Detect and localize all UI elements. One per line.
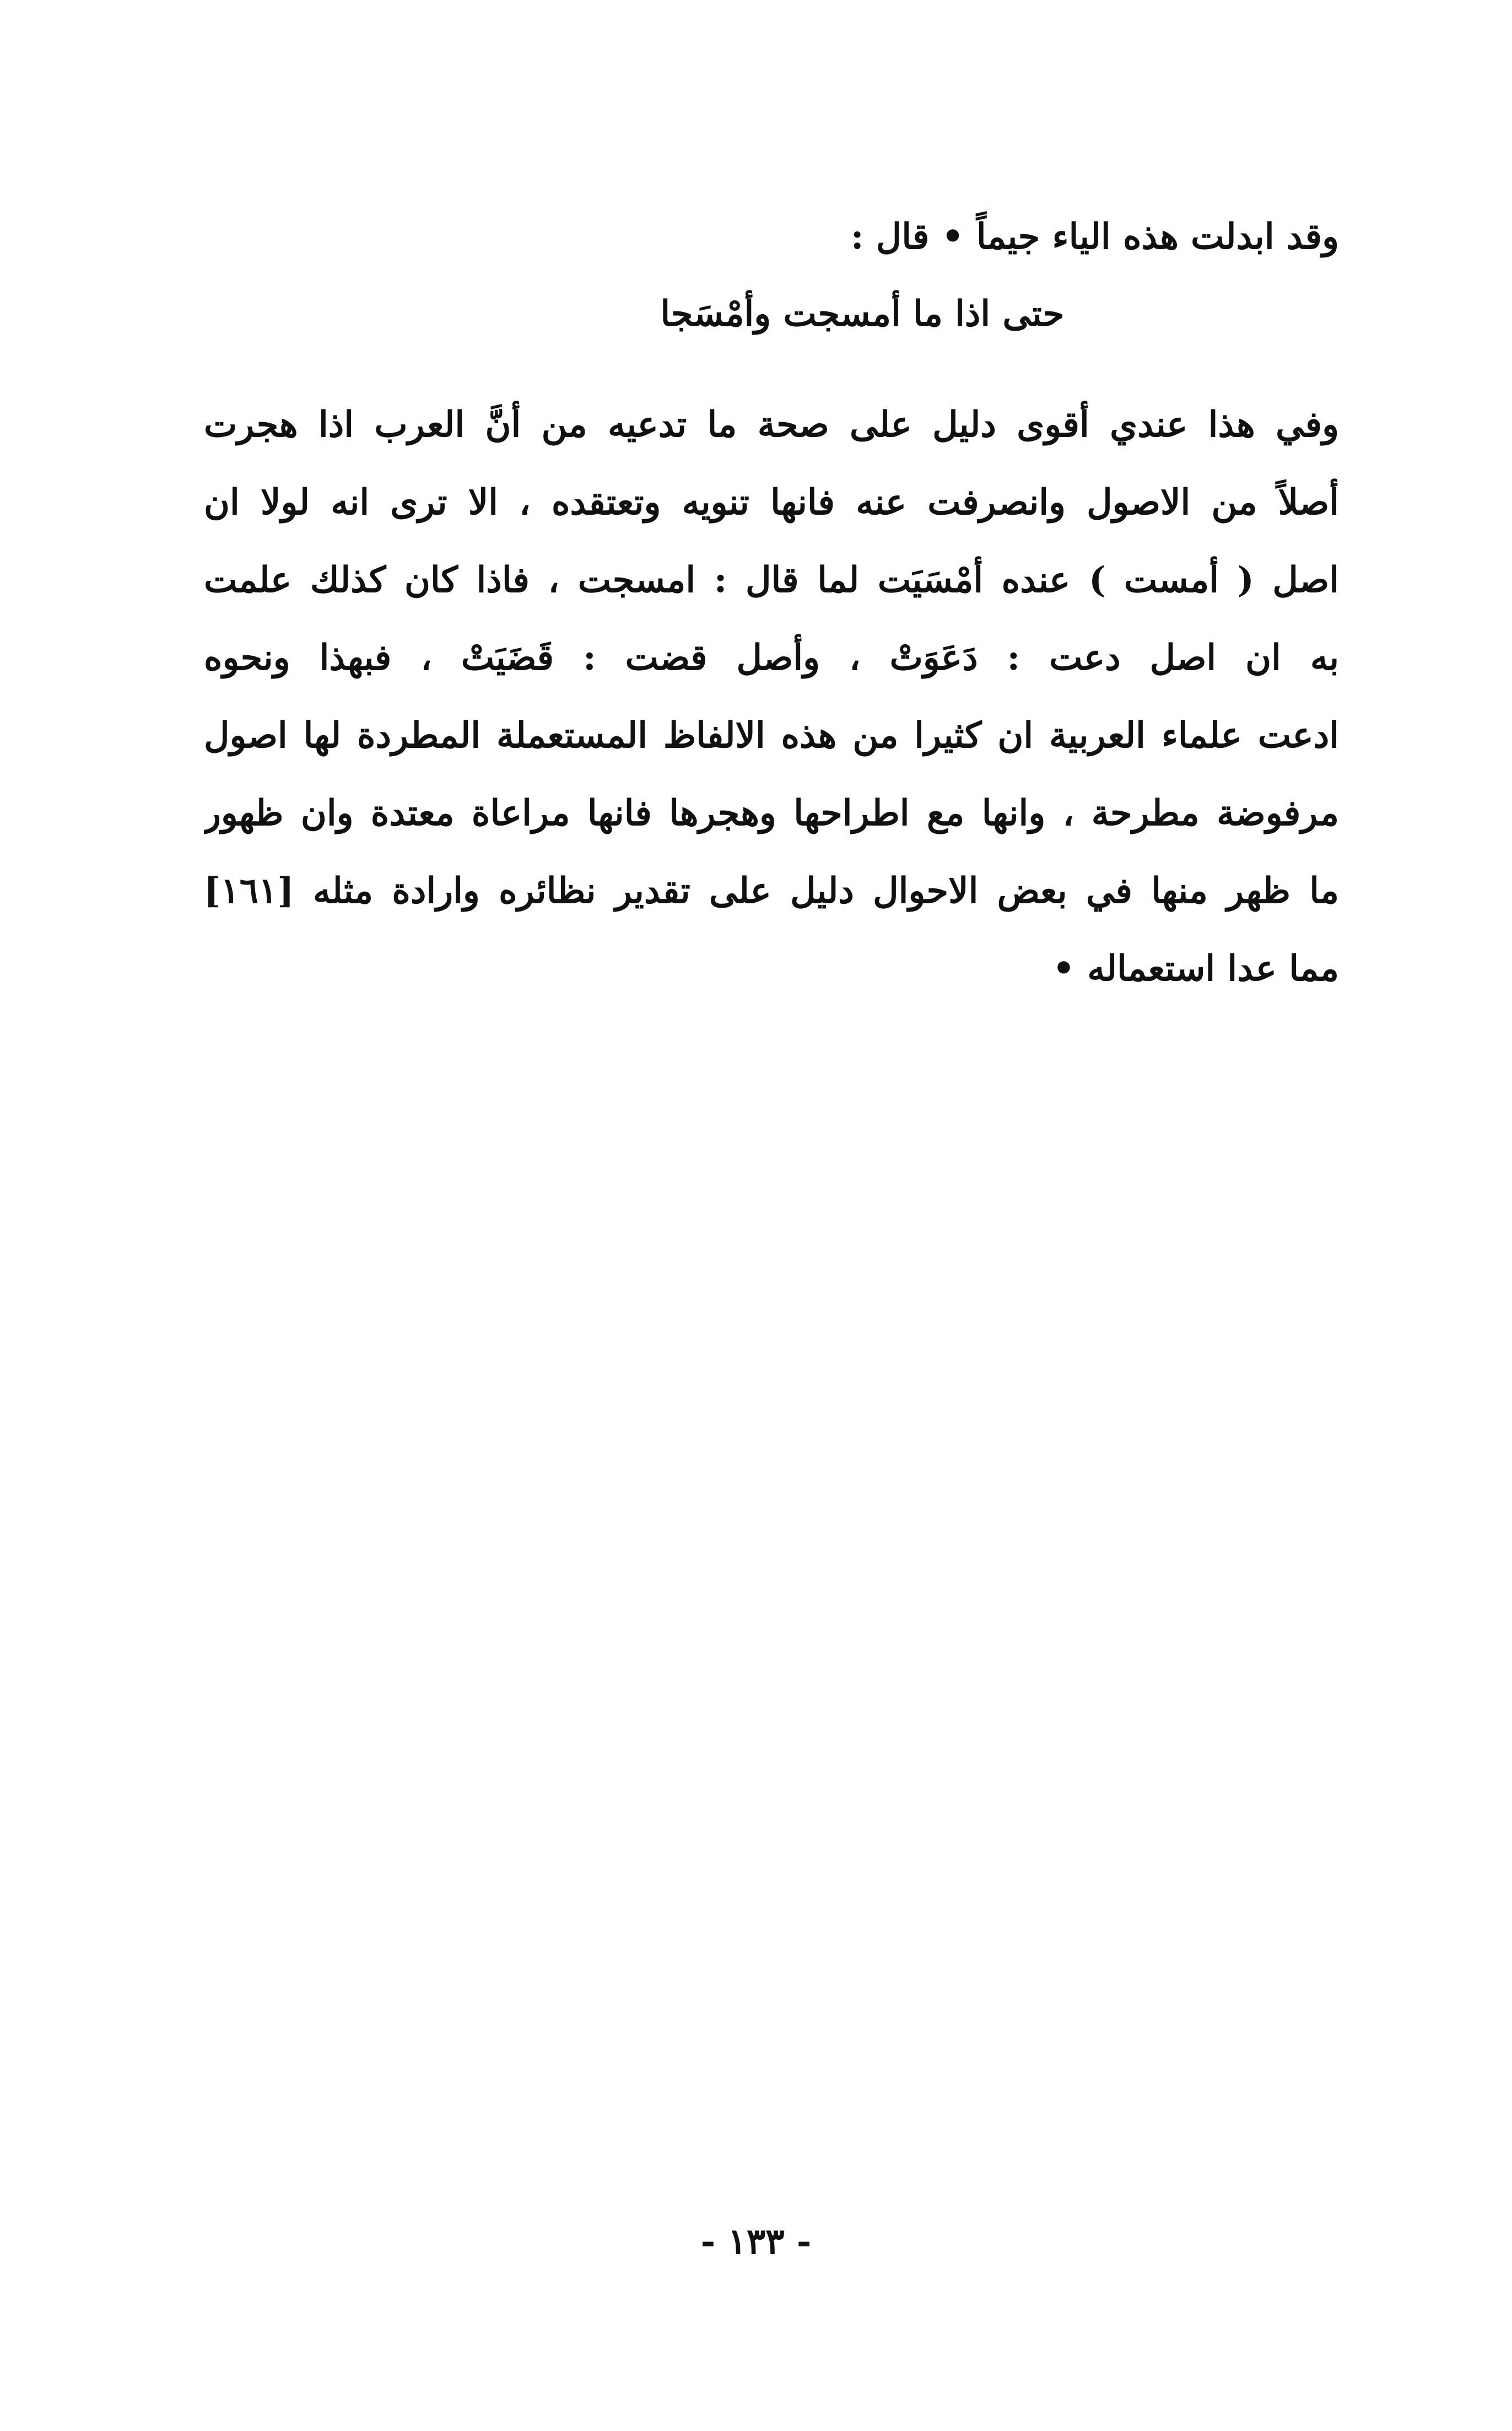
paragraph-line: أصلاً من الاصول وانصرفت عنه فانها تنويه وتعتقده ، الا ترى انه لولا ان [204, 482, 1339, 523]
paragraph-line: مرفوضة مطرحة ، وانها مع اطراحها وهجرها فانها مراعاة معتدة وان ظهور [204, 793, 1339, 834]
main-text [204, 198, 1339, 1007]
paragraph-line: اصل ( أمست ) عنده أمْسَيَت لما قال : امسجت ، فاذا كان كذلك علمت [204, 559, 1339, 601]
paragraph-line: مما عدا استعماله • [1052, 948, 1339, 989]
paragraph-line: ما ظهر منها في بعض الاحوال دليل على تقدير نظائره وارادة مثله [١٦١] [204, 870, 1339, 912]
paragraph-line: وفي هذا عندي أقوى دليل على صحة ما تدعيه من أنَّ العرب اذا هجرت [204, 404, 1339, 445]
paragraph-line: به ان اصل دعت : دَعَوَتْ ، وأصل قضت : قَضَيَتْ ، فبهذا ونحوه [204, 637, 1339, 678]
intro-line: وقد ابدلت هذه الياء جيماً • قال : [850, 216, 1339, 257]
paragraph-line: ادعت علماء العربية ان كثيرا من هذه الالفاظ المستعملة المطردة لها اصول [204, 715, 1339, 756]
verse-line: حتى اذا ما أمسجت وأمْسَجا [660, 293, 1065, 335]
page-number: - ١٣٣ - [700, 2221, 812, 2262]
paragraph [204, 386, 1339, 1007]
